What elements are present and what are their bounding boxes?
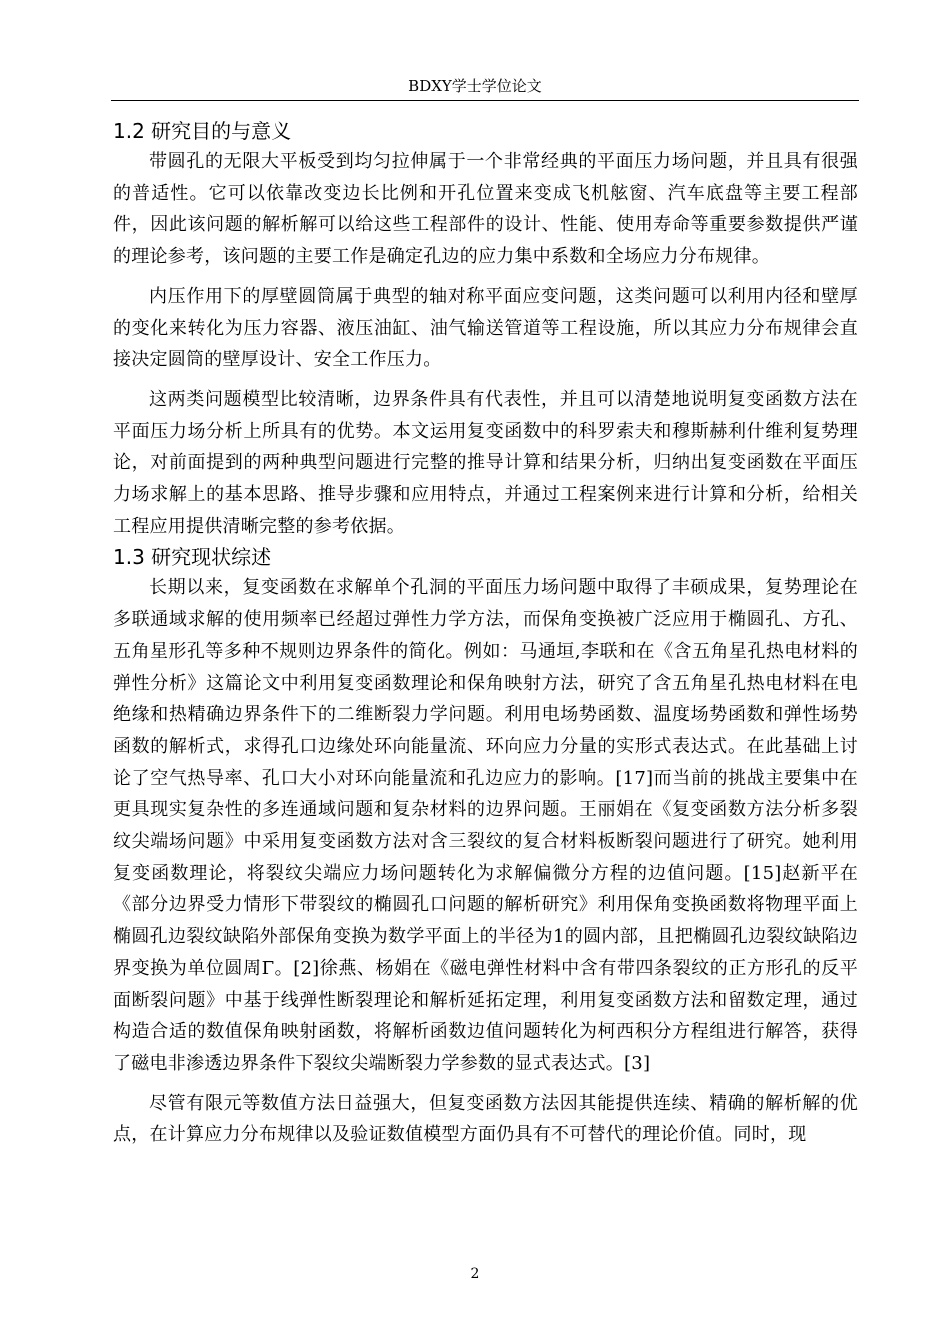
section-research-purpose bbox=[113, 116, 858, 542]
page-number: 2 bbox=[470, 1266, 480, 1282]
paragraph: 这两类问题模型比较清晰，边界条件具有代表性，并且可以清楚地说明复变函数方法在平面压力场分析上所具有的优势。本文运用复变函数中的科罗索夫和穆斯赫利什维利复势理论，对前面提到的两种典型问题进行完整的推导计算和结果分析，归纳出复变函数在平面压力场求解上的基本思路、推导步骤和应用特点，并通过工程案例来进行计算和分析，给相关工程应用提供清晰完整的参考依据。 bbox=[113, 388, 858, 537]
paragraph: 内压作用下的厚壁圆筒属于典型的轴对称平面应变问题，这类问题可以利用内径和壁厚的变化来转化为压力容器、液压油缸、油气输送管道等工程设施，所以其应力分布规律会直接决定圆筒的壁厚设计、安全工作压力。 bbox=[113, 285, 858, 371]
section-heading: 1.2 研究目的与意义 bbox=[113, 119, 292, 143]
paragraph: 带圆孔的无限大平板受到均匀拉伸属于一个非常经典的平面压力场问题，并且具有很强的普适性。它可以依靠改变边长比例和开孔位置来变成飞机舷窗、汽车底盘等主要工程部件，因此该问题的解析解可以给这些工程部件的设计、性能、使用寿命等重要参数提供严谨的理论参考，该问题的主要工作是确定孔边的应力集中系数和全场应力分布规律。 bbox=[113, 151, 858, 268]
header-rule bbox=[111, 100, 859, 101]
page-body bbox=[113, 116, 858, 1151]
section-heading: 1.3 研究现状综述 bbox=[113, 545, 272, 570]
paragraph: 长期以来，复变函数在求解单个孔洞的平面压力场问题中取得了丰硕成果，复势理论在多联通域求解的使用频率已经超过弹性力学方法，而保角变换被广泛应用于椭圆孔、方孔、五角星形孔等多种不规则边界条件的简化。例如：马通垣,李联和在《含五角星孔热电材料的弹性分析》这篇论文中利用复变函数理论和保角映射方法，研究了含五角星孔热电材料在电绝缘和热精确边界条件下的二维断裂力学问题。利用电场势函数、温度场势函数和弹性场势函数的解析式，求得孔口边缘处环向能量流、环向应力分量的实形式表达式。在此基础上讨论了空气热导率、孔口大小对环向能量流和孔边应力的影响。[17]而当前的挑战主要集中在更具现实复杂性的多连通域问题和复杂材料的边界问题。王丽娟在《复变函数方法分析多裂纹尖端场问题》中采用复变函数方法对含三裂纹的复合材料板断裂问题进行了研究。她利用复变函数理论，将裂纹尖端应力场问题转化为求解偏微分方程的边值问题。[15]赵新平在《部分边界受力情形下带裂纹的椭圆孔口问题的解析研究》利用保角变换函数将物理平面上椭圆孔边裂纹缺陷外部保角变换为数学平面上的半径为1的圆内部，且把椭圆孔边裂纹缺陷边界变换为单位圆周Γ。[2]徐燕、杨娟在《磁电弹性材料中含有带四条裂纹的正方形孔的反平面断裂问题》中基于线弹性断裂理论和解析延拓定理，利用复变函数方法和留数定理，通过构造合适的数值保角映射函数，将解析函数边值问题转化为柯西积分方程组进行解答，获得了磁电非渗透边界条件下裂纹尖端断裂力学参数的显式表达式。[3] bbox=[113, 577, 858, 1074]
running-header: BDXY学士学位论文 bbox=[408, 77, 542, 95]
paragraph: 尽管有限元等数值方法日益强大，但复变函数方法因其能提供连续、精确的解析解的优点，在计算应力分布规律以及验证数值模型方面仍具有不可替代的理论价值。同时，现 bbox=[113, 1092, 858, 1146]
section-research-status bbox=[113, 542, 858, 1151]
